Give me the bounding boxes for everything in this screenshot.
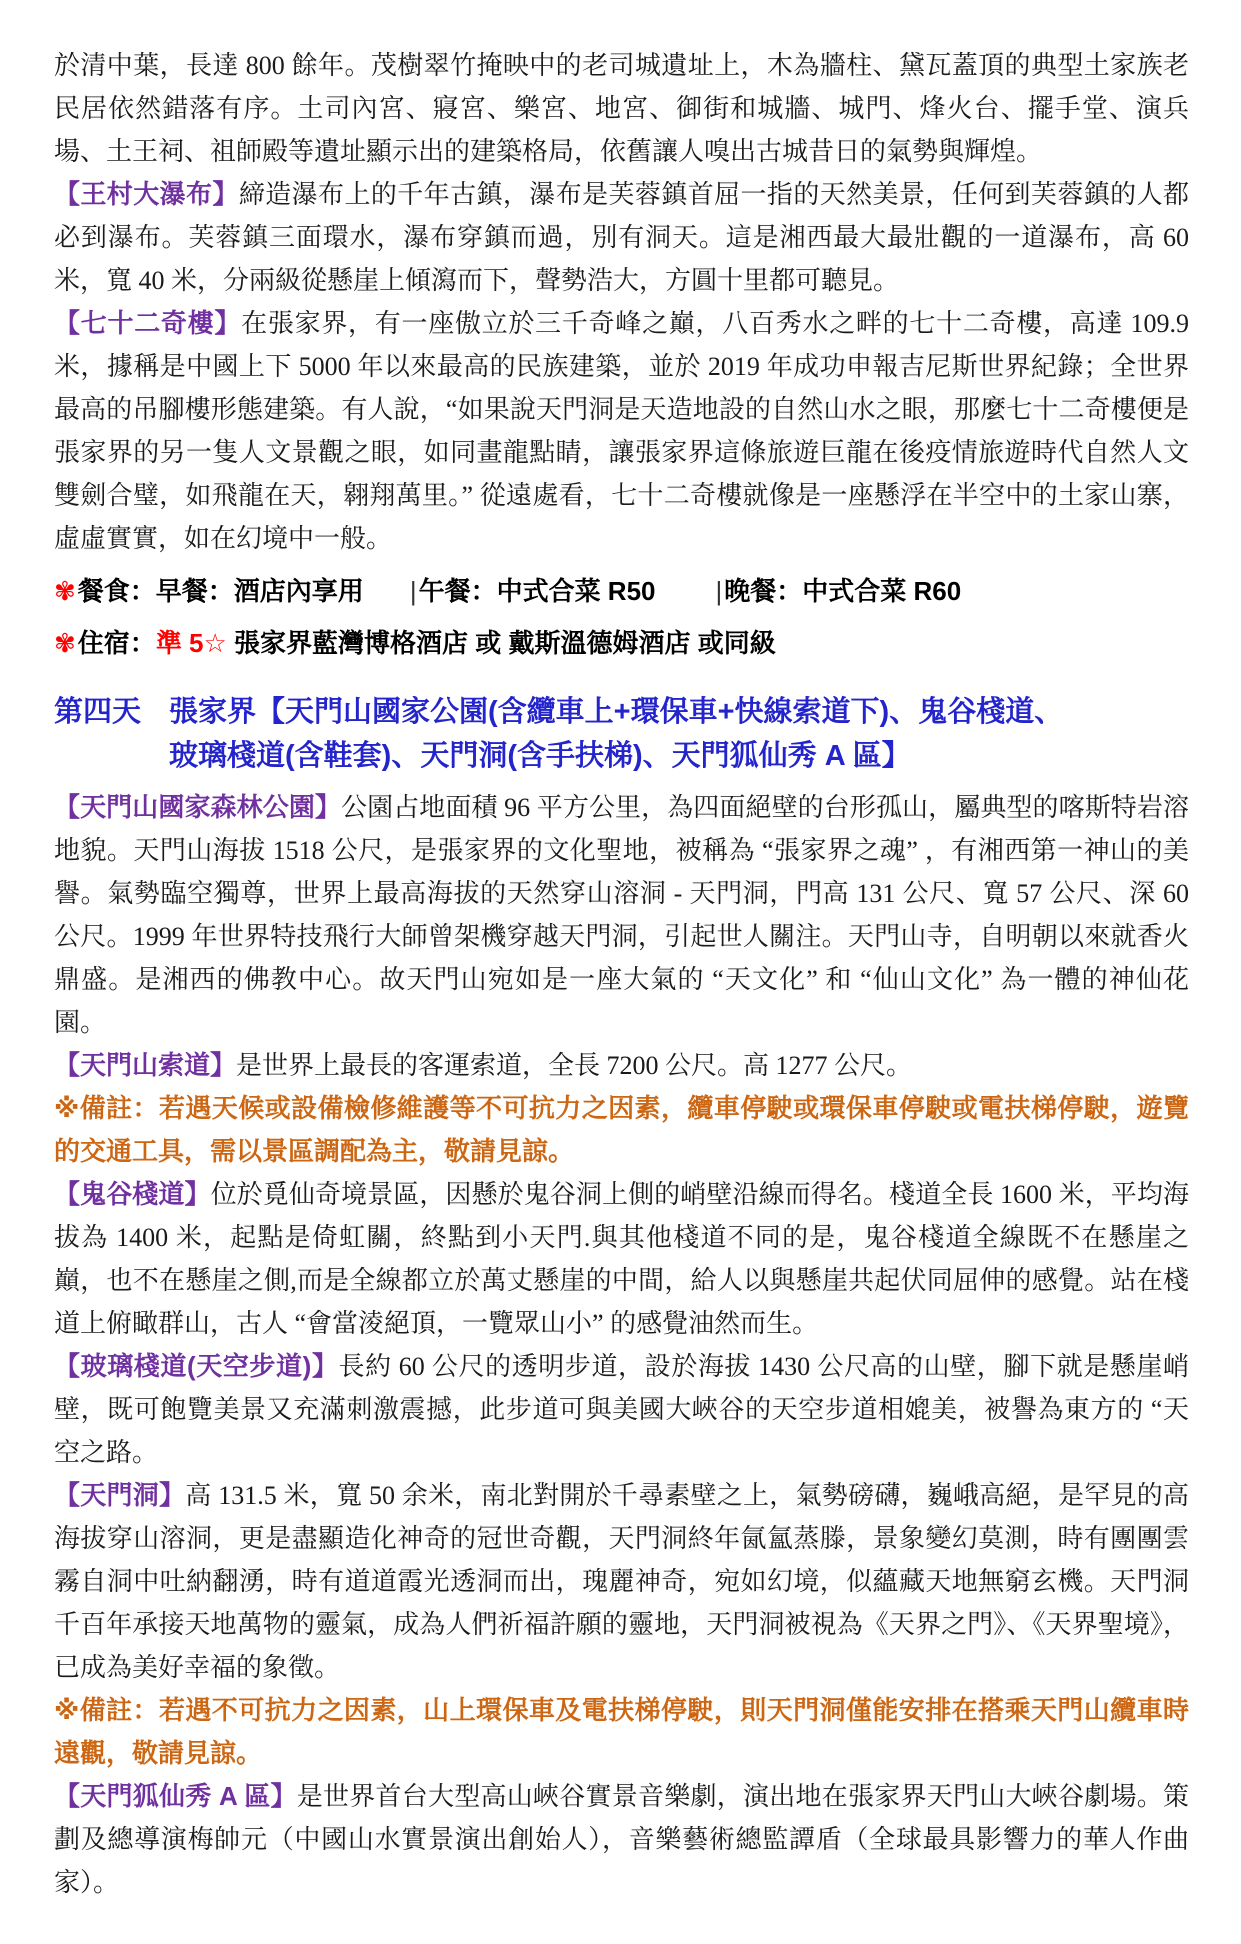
- section-guigu-plank-road: [54, 1173, 1189, 1345]
- section-text-wangcun-waterfall: 締造瀑布上的千年古鎮，瀑布是芙蓉鎮首屈一指的天然美景，任何到芙蓉鎮的人都必到瀑布。芙蓉鎮三面環水，瀑布穿鎮而過，別有洞天。這是湘西最大最壯觀的一道瀑布，高 60 米，寬 40 米，分兩級從懸崖上傾瀉而下，聲勢浩大，方圓十里都可聽見。: [54, 180, 1189, 295]
- section-text-glass-skywalk: 長約 60 公尺的透明步道，設於海拔 1430 公尺高的山壁，腳下就是懸崖峭壁，既可飽覽美景又充滿刺激震撼，此步道可與美國大峽谷的天空步道相媲美，被譽為東方的 “天空之路。: [54, 1352, 1189, 1467]
- section-wangcun-waterfall: [54, 173, 1189, 302]
- day4-header: [54, 690, 1189, 778]
- meals-breakfast: 餐食：早餐：酒店內享用: [77, 576, 364, 606]
- hotel-label: 住宿：: [77, 628, 156, 658]
- section-title-72-qilou: 【七十二奇樓】: [54, 308, 242, 338]
- section-tianmen-cableway: [54, 1044, 1189, 1087]
- section-tianmen-forest-park: [54, 786, 1189, 1044]
- day4-title-line2: 玻璃棧道(含鞋套)、天門洞(含手扶梯)、天門狐仙秀 A 區】: [169, 740, 911, 772]
- section-glass-skywalk: [54, 1345, 1189, 1474]
- remark-note-1: ※備註：若遇天候或設備檢修維護等不可抗力之因素，纜車停駛或環保車停駛或電扶梯停駛，遊覽的交通工具，需以景區調配為主，敬請見諒。: [54, 1093, 1189, 1166]
- section-72-qilou: [54, 302, 1189, 560]
- day4-label: 第四天: [54, 696, 142, 728]
- intro-paragraph: 於清中葉，長達 800 餘年。茂樹翠竹掩映中的老司城遺址上，木為牆柱、黛瓦蓋頂的典型土家族老民居依然錯落有序。土司內宮、寢宮、樂宮、地宮、御街和城牆、城門、烽火台、擺手堂、演兵場、土王祠、祖師殿等遺址顯示出的建築格局，依舊讓人嗅出古城昔日的氣勢與輝煌。: [54, 51, 1189, 166]
- hotel-names: 張家界藍灣博格酒店 或 戴斯溫德姆酒店 或同級: [226, 628, 776, 658]
- section-tianmen-cave: [54, 1474, 1189, 1689]
- section-title-tianmen-cableway: 【天門山索道】: [54, 1050, 237, 1080]
- meals-line: [54, 560, 1189, 612]
- separator-pipe: |: [409, 576, 417, 606]
- section-text-72-qilou: 在張家界，有一座傲立於三千奇峰之巔，八百秀水之畔的七十二奇樓，高達 109.9 米，據稱是中國上下 5000 年以來最高的民族建築，並於 2019 年成功申報吉尼斯世界紀錄；全世界最高的吊腳樓形態建築。有人說，“如果說天門洞是天造地設的自然山水之眼，那麼七十二奇樓便是張家界的另一隻人文景觀之眼，如同畫龍點睛，讓張家界這條旅遊巨龍在後疫情旅遊時代自然人文雙劍合璧，如飛龍在天，翱翔萬里。” 從遠處看，七十二奇樓就像是一座懸浮在半空中的土家山寨，虛虛實實，如在幻境中一般。: [54, 309, 1189, 553]
- section-text-guigu-plank-road: 位於覓仙奇境景區，因懸於鬼谷洞上側的峭壁沿線而得名。棧道全長 1600 米，平均海拔為 1400 米，起點是倚虹關，終點到小天門.與其他棧道不同的是，鬼谷棧道全線既不在懸崖之巔，也不在懸崖之側,而是全線都立於萬丈懸崖的中間，給人以與懸崖共起伏同屈伸的感覺。站在棧道上俯瞰群山，古人 “會當淩絕頂，一覽眾山小” 的感覺油然而生。: [54, 1180, 1189, 1338]
- section-title-guigu-plank-road: 【鬼谷棧道】: [54, 1179, 211, 1209]
- section-title-tianmen-cave: 【天門洞】: [54, 1480, 186, 1510]
- flower-icon: ✾: [54, 576, 76, 606]
- section-title-fox-fairy-show: 【天門狐仙秀 A 區】: [54, 1781, 297, 1811]
- hotel-line: [54, 612, 1189, 664]
- hotel-grade: 準 5☆: [155, 628, 227, 658]
- section-text-tianmen-forest-park: 公園占地面積 96 平方公里，為四面絕壁的台形孤山，屬典型的喀斯特岩溶地貌。天門山海拔 1518 公尺，是張家界的文化聖地，被稱為 “張家界之魂” ，有湘西第一神山的美譽。氣勢臨空獨尊，世界上最高海拔的天然穿山溶洞 - 天門洞，門高 131 公尺、寬 57 公尺、深 60 公尺。1999 年世界特技飛行大師曾架機穿越天門洞，引起世人關注。天門山寺，自明朝以來就香火鼎盛。是湘西的佛教中心。故天門山宛如是一座大氣的 “天文化” 和 “仙山文化” 為一體的神仙花園。: [54, 793, 1189, 1037]
- separator-pipe: |: [715, 576, 723, 606]
- day4-title-line1: 張家界【天門山國家公園(含纜車上+環保車+快線索道下)、鬼谷棧道、: [169, 696, 1064, 728]
- section-text-tianmen-cableway: 是世界上最長的客運索道，全長 7200 公尺。高 1277 公尺。: [236, 1051, 913, 1080]
- section-title-tianmen-forest-park: 【天門山國家森林公園】: [54, 792, 342, 822]
- section-title-wangcun-waterfall: 【王村大瀑布】: [54, 179, 239, 209]
- meals-lunch: 午餐：中式合菜 R50: [418, 576, 656, 606]
- section-text-fox-fairy-show: 是世界首台大型高山峽谷實景音樂劇，演出地在張家界天門山大峽谷劇場。策劃及總導演梅帥元（中國山水實景演出創始人），音樂藝術總監譚盾（全球最具影響力的華人作曲家）。: [54, 1782, 1189, 1897]
- remark-note-2: ※備註：若遇不可抗力之因素，山上環保車及電扶梯停駛，則天門洞僅能安排在搭乘天門山纜車時遠觀，敬請見諒。: [54, 1695, 1189, 1768]
- meals-dinner: 晚餐：中式合菜 R60: [724, 576, 962, 606]
- day4-title: [169, 690, 1189, 778]
- flower-icon: ✾: [54, 628, 76, 658]
- section-text-tianmen-cave: 高 131.5 米，寬 50 余米，南北對開於千尋素壁之上，氣勢磅礴，巍峨高絕，是罕見的高海拔穿山溶洞，更是盡顯造化神奇的冠世奇觀，天門洞終年氤氳蒸滕，景象變幻莫測，時有團團雲霧自洞中吐納翻湧，時有道道霞光透洞而出，瑰麗神奇，宛如幻境，似蘊藏天地無窮玄機。天門洞 千百年承接天地萬物的靈氣，成為人們祈福許願的靈地，天門洞被視為《天界之門》、《天界聖境》，已成為美好幸福的象徵。: [54, 1481, 1189, 1682]
- section-fox-fairy-show: [54, 1775, 1189, 1904]
- section-title-glass-skywalk: 【玻璃棧道(天空步道)】: [54, 1351, 339, 1381]
